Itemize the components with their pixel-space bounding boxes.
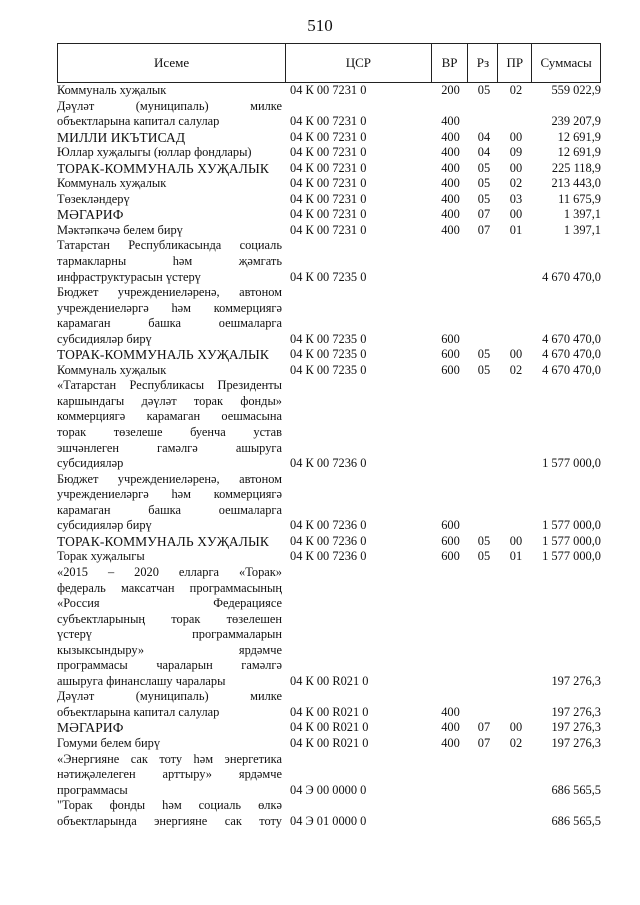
row-pr: 00 — [509, 160, 523, 175]
row-sum: 686 565,5 — [551, 782, 601, 797]
table-row — [57, 798, 601, 829]
row-name-line: учреждениеләргә һәм коммерциягә — [57, 487, 282, 502]
row-vr: 400 — [441, 160, 460, 175]
row-pr: 02 — [509, 362, 523, 377]
row-name-line: "Торак фонды һәм социаль өлкә — [57, 798, 282, 813]
row-name — [57, 207, 286, 223]
row-name-line: кызыксындыру» ярдәмче — [57, 642, 282, 657]
row-rz: 05 — [477, 176, 491, 191]
row-vr: 400 — [441, 145, 460, 160]
row-name — [57, 99, 286, 130]
table-header-row — [57, 43, 601, 83]
row-csr: 04 Э 00 0000 0 — [290, 782, 367, 797]
row-pr: 00 — [509, 207, 523, 222]
row-name-line: Бюджет учреждениеләренә, автоном — [57, 471, 282, 486]
table-row — [57, 549, 601, 565]
row-vr: 600 — [441, 347, 460, 362]
row-csr: 04 К 00 R021 0 — [290, 673, 369, 688]
row-pr: 02 — [509, 176, 523, 191]
row-vr: 600 — [441, 362, 460, 377]
table-row — [57, 534, 601, 550]
row-vr: 600 — [441, 549, 460, 564]
row-vr: 400 — [441, 735, 460, 750]
table-row — [57, 83, 601, 99]
row-csr: 04 К 00 7231 0 — [290, 83, 367, 97]
row-name-line: объектларында энергияне сак тоту — [57, 813, 282, 828]
row-name-line: ТОРАК-КОММУНАЛЬ ХУҖАЛЫК — [57, 160, 269, 176]
header-name: Исеме — [58, 44, 286, 82]
row-sum: 225 118,9 — [551, 160, 601, 175]
row-sum: 12 691,9 — [557, 145, 601, 160]
header-csr: ЦСР — [286, 44, 431, 82]
row-csr: 04 К 00 7236 0 — [290, 549, 367, 564]
header-pr: ПР — [498, 44, 532, 82]
row-name — [57, 145, 286, 161]
header-vr: ВР — [432, 44, 469, 82]
row-rz: 04 — [477, 145, 491, 160]
row-pr: 01 — [509, 222, 523, 237]
row-name-line: торак төзелеше буенча устав — [57, 425, 282, 440]
row-name-line: Дәүләт (муниципаль) милке — [57, 689, 282, 704]
row-name-line: карамаган башка оешмаларга — [57, 502, 282, 517]
row-vr: 400 — [441, 720, 460, 735]
row-name — [57, 534, 286, 550]
row-rz: 05 — [477, 362, 491, 377]
row-rz: 05 — [477, 549, 491, 564]
row-sum: 213 443,0 — [551, 176, 601, 191]
row-csr: 04 К 00 7235 0 — [290, 331, 367, 346]
row-name-line: объектларына капитал салулар — [57, 114, 220, 129]
row-name-line: Коммуналь хуҗалык — [57, 362, 167, 377]
row-csr: 04 К 00 7236 0 — [290, 518, 367, 533]
row-csr: 04 К 00 7231 0 — [290, 160, 367, 175]
row-pr: 02 — [509, 83, 523, 97]
row-csr: 04 К 00 7235 0 — [290, 269, 367, 284]
row-name-line: Торак хуҗалыгы — [57, 549, 145, 564]
row-pr: 02 — [509, 735, 523, 750]
row-name-line: нәтиҗәлелеген арттыру» ярдәмче — [57, 767, 282, 782]
row-name — [57, 176, 286, 192]
header-rz: Рз — [468, 44, 498, 82]
table-row — [57, 347, 601, 363]
row-name-line: МӘГАРИФ — [57, 720, 124, 736]
row-name-line: МӘГАРИФ — [57, 207, 124, 223]
row-sum: 1 577 000,0 — [542, 456, 601, 471]
row-sum: 4 670 470,0 — [542, 331, 601, 346]
row-name — [57, 689, 286, 720]
row-pr: 01 — [509, 549, 523, 564]
row-name — [57, 752, 286, 799]
row-name-line: коммерциягә карамаган оешмасына — [57, 409, 282, 424]
row-name-line: «Татарстан Республикасы Президенты — [57, 378, 282, 393]
row-name-line: МИЛЛИ ИКЪТИСАД — [57, 129, 186, 145]
row-vr: 600 — [441, 331, 460, 346]
row-name — [57, 720, 286, 736]
table-row — [57, 565, 601, 689]
row-name — [57, 347, 286, 363]
row-sum: 559 022,9 — [551, 83, 601, 97]
row-name-line: субсидияләр бирү — [57, 331, 152, 346]
table-row — [57, 736, 601, 752]
row-sum: 1 397,1 — [563, 222, 601, 237]
row-csr: 04 К 00 7231 0 — [290, 129, 367, 144]
row-name-line: ТОРАК-КОММУНАЛЬ ХУҖАЛЫК — [57, 347, 269, 363]
row-name-line: субсидияләр бирү — [57, 518, 152, 533]
row-name — [57, 378, 286, 471]
row-name-line: карамаган башка оешмаларга — [57, 316, 282, 331]
row-sum: 239 207,9 — [551, 114, 601, 129]
row-sum: 197 276,3 — [551, 704, 601, 719]
row-rz: 05 — [477, 83, 491, 97]
row-csr: 04 К 00 7231 0 — [290, 176, 367, 191]
row-vr: 400 — [441, 129, 460, 144]
header-sum: Суммасы — [540, 55, 592, 70]
table-row — [57, 176, 601, 192]
row-rz: 07 — [477, 222, 491, 237]
table-row — [57, 285, 601, 347]
row-name-line: программасы — [57, 782, 128, 797]
row-sum: 4 670 470,0 — [542, 362, 601, 377]
row-rz: 05 — [477, 160, 491, 175]
row-csr: 04 К 00 R021 0 — [290, 704, 369, 719]
row-name — [57, 130, 286, 146]
row-csr: 04 К 00 7235 0 — [290, 347, 367, 362]
table-row — [57, 207, 601, 223]
row-csr: 04 К 00 R021 0 — [290, 720, 369, 735]
table-body — [57, 83, 601, 829]
row-name-line: Гомуми белем бирү — [57, 735, 161, 750]
row-name-line: Татарстан Республикасында социаль — [57, 238, 282, 253]
row-rz: 04 — [477, 129, 491, 144]
row-vr: 400 — [441, 222, 460, 237]
row-name-line: Коммуналь хуҗалык — [57, 83, 167, 97]
row-sum: 12 691,9 — [557, 129, 601, 144]
row-sum: 1 397,1 — [563, 207, 601, 222]
row-vr: 400 — [441, 207, 460, 222]
row-name — [57, 565, 286, 689]
row-vr: 600 — [441, 533, 460, 548]
row-name-line: Бюджет учреждениеләренә, автоном — [57, 285, 282, 300]
row-name — [57, 192, 286, 208]
table-row — [57, 145, 601, 161]
row-pr: 00 — [509, 533, 523, 548]
row-rz: 07 — [477, 720, 491, 735]
table-row — [57, 689, 601, 720]
row-name-line: федераль максатчан программасының — [57, 580, 282, 595]
row-name-line: Юллар хуҗалыгы (юллар фондлары) — [57, 145, 252, 160]
row-name-line: каршындагы дәүләт торак фонды» — [57, 393, 282, 408]
table-row — [57, 363, 601, 379]
row-csr: 04 К 00 R021 0 — [290, 735, 369, 750]
row-csr: 04 К 00 7231 0 — [290, 207, 367, 222]
row-name — [57, 285, 286, 347]
row-rz: 05 — [477, 347, 491, 362]
row-csr: 04 К 00 7236 0 — [290, 456, 367, 471]
row-name-line: эшчәнлеген гамәлгә ашыруга — [57, 440, 282, 455]
row-vr: 200 — [441, 83, 460, 97]
row-name-line: инфраструктурасын үстерү — [57, 269, 201, 284]
table-row — [57, 752, 601, 799]
row-pr: 00 — [509, 720, 523, 735]
table-row — [57, 130, 601, 146]
row-rz: 07 — [477, 735, 491, 750]
row-rz: 05 — [477, 191, 491, 206]
row-name-line: Дәүләт (муниципаль) милке — [57, 98, 282, 113]
table-row — [57, 223, 601, 239]
row-vr: 400 — [441, 704, 460, 719]
row-csr: 04 К 00 7236 0 — [290, 533, 367, 548]
row-sum: 1 577 000,0 — [542, 518, 601, 533]
row-name-line: ТОРАК-КОММУНАЛЬ ХУҖАЛЫК — [57, 533, 269, 549]
row-name — [57, 238, 286, 285]
row-name — [57, 798, 286, 829]
row-name-line: учреждениеләргә һәм коммерциягә — [57, 300, 282, 315]
row-name-line: тармакларны һәм җәмгать — [57, 254, 282, 269]
table-row — [57, 99, 601, 130]
row-sum: 11 675,9 — [558, 191, 601, 206]
row-sum: 4 670 470,0 — [542, 347, 601, 362]
row-name-line: объектларына капитал салулар — [57, 704, 220, 719]
row-vr: 400 — [441, 114, 460, 129]
budget-table — [57, 43, 601, 829]
row-name-line: «Энергияне сак тоту һәм энергетика — [57, 751, 282, 766]
row-name — [57, 549, 286, 565]
row-pr: 09 — [509, 145, 523, 160]
table-row — [57, 192, 601, 208]
row-rz: 07 — [477, 207, 491, 222]
row-sum: 686 565,5 — [551, 813, 601, 828]
row-name-line: Төзекләндерү — [57, 191, 130, 206]
row-pr: 00 — [509, 129, 523, 144]
row-csr: 04 К 00 7235 0 — [290, 362, 367, 377]
row-csr: 04 К 00 7231 0 — [290, 114, 367, 129]
row-name-line: Коммуналь хуҗалык — [57, 176, 167, 191]
row-name-line: Мәктәпкәчә белем бирү — [57, 222, 183, 237]
row-csr: 04 Э 01 0000 0 — [290, 813, 367, 828]
row-sum: 197 276,3 — [551, 673, 601, 688]
row-sum: 1 577 000,0 — [542, 533, 601, 548]
row-name — [57, 161, 286, 177]
row-name-line: «Россия Федерациясе — [57, 596, 282, 611]
row-csr: 04 К 00 7231 0 — [290, 191, 367, 206]
table-row — [57, 378, 601, 471]
row-pr: 00 — [509, 347, 523, 362]
row-sum: 197 276,3 — [551, 735, 601, 750]
row-name — [57, 363, 286, 379]
row-vr: 400 — [441, 191, 460, 206]
row-sum: 4 670 470,0 — [542, 269, 601, 284]
row-name-line: субсидияләр — [57, 456, 124, 471]
row-name-line: «2015 – 2020 елларга «Торак» — [57, 564, 282, 579]
row-name — [57, 83, 286, 99]
table-row — [57, 238, 601, 285]
page-number: 510 — [307, 16, 333, 35]
row-name — [57, 736, 286, 752]
row-sum: 197 276,3 — [551, 720, 601, 735]
row-rz: 05 — [477, 533, 491, 548]
row-vr: 600 — [441, 518, 460, 533]
row-sum: 1 577 000,0 — [542, 549, 601, 564]
row-name-line: субъектларының торак төзелешен — [57, 611, 282, 626]
row-csr: 04 К 00 7231 0 — [290, 145, 367, 160]
row-name-line: программасы чараларын гамәлгә — [57, 658, 282, 673]
row-name — [57, 472, 286, 534]
table-row — [57, 472, 601, 534]
row-pr: 03 — [509, 191, 523, 206]
row-name — [57, 223, 286, 239]
row-vr: 400 — [441, 176, 460, 191]
row-csr: 04 К 00 7231 0 — [290, 222, 367, 237]
row-name-line: ашыруга финанслашу чаралары — [57, 673, 226, 688]
table-row — [57, 161, 601, 177]
table-row — [57, 720, 601, 736]
row-name-line: үстерү программаларын — [57, 627, 282, 642]
